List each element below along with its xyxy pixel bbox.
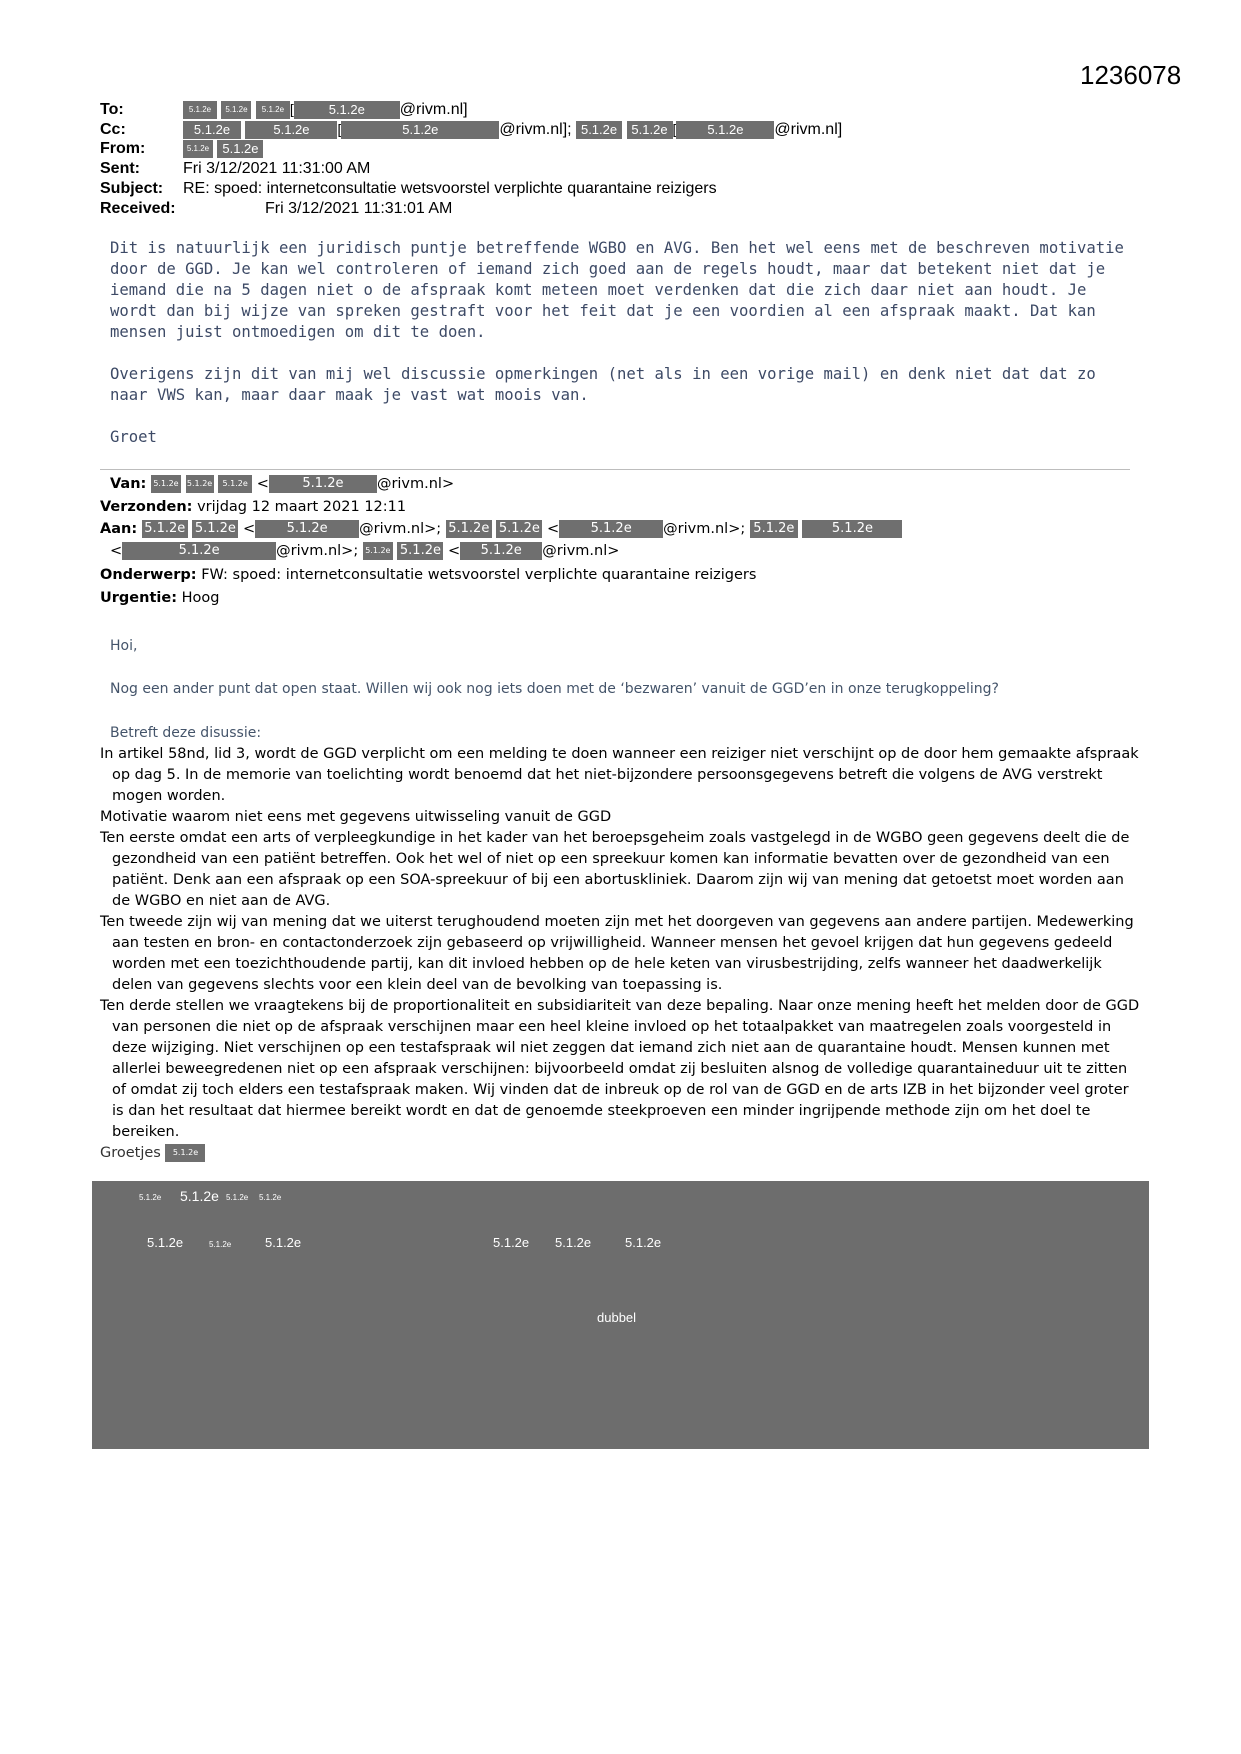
- aan-suffix: @rivm.nl>;: [359, 521, 442, 537]
- message-greeting: Hoi,: [110, 638, 138, 654]
- van-suffix: @rivm.nl>: [376, 476, 455, 492]
- verzonden-label: Verzonden:: [100, 499, 193, 515]
- redaction: 5.1.2e: [183, 121, 241, 139]
- verzonden-value: vrijdag 12 maart 2021 12:11: [197, 499, 407, 515]
- redaction: 5.1.2e: [446, 520, 492, 538]
- point-paragraph: Ten derde stellen we vraagtekens bij de proportionaliteit en subsidiariteit van deze bepaling. Naar onze mening heeft het melden door de GGD van personen die niet op de afspraak verschijnen maar een heel kleine invloed op het totaalpakket van maatregelen zoals voorgesteld in deze wijziging. Niet verschijnen op een testafspraak wil niet zeggen dat iemand zich niet aan de quarantaine houdt. Mensen kunnen met allerlei beweegredenen niet op een afspraak verschijnen: bijvoorbeeld omdat zij besluiten alsnog de volledige quarantaineduur uit te zitten of omdat zij toch elders een testafspraak maken. Wij vinden dat de inbreuk op de rol van de GGD en de arts IZB in het bijzonder veel groter is dan het resultaat dat hiermee bereikt wordt en dat de genoemde steekproeven een minder ingrijpende methode zijn om het doel te bereiken.: [100, 998, 1140, 1140]
- aan-suffix: @rivm.nl>;: [276, 543, 359, 559]
- redaction: 5.1.2e: [559, 520, 663, 538]
- sent-value: Fri 3/12/2021 11:31:00 AM: [183, 160, 371, 177]
- redaction: 5.1.2e: [750, 520, 798, 538]
- redaction: 5.1.2e: [294, 101, 400, 119]
- header-sent: [100, 159, 370, 179]
- urgentie-label: Urgentie:: [100, 590, 177, 606]
- header-from: [100, 139, 263, 159]
- redaction: 5.1.2e: [397, 542, 443, 560]
- divider: [100, 469, 1130, 470]
- reply-paragraph: Dit is natuurlijk een juridisch puntje betreffende WGBO en AVG. Ben het wel eens met de beschreven motivatie door de GGD. Je kan wel controleren of iemand zich goed aan de regels houdt, maar dat betekent niet dat je iemand die na 5 dagen niet o de afspraak komt meteen moet verdenken dat die zich daar niet aan houdt. Je wordt dan bij wijze van spreken gestraft voor het feit dat je een voordien al een afspraak maakt. Dat kan mensen juist ontmoedigen om dit te doen.: [110, 239, 1124, 341]
- closing-text: Groetjes: [100, 1145, 161, 1161]
- document-number: 1236078: [1080, 60, 1182, 90]
- redaction: 5.1.2e: [802, 520, 902, 538]
- redaction: 5.1.2e: [255, 520, 359, 538]
- redaction: 5.1.2e: [183, 101, 217, 119]
- reply-body: [110, 238, 1130, 448]
- redaction: 5.1.2e: [217, 140, 263, 158]
- point-paragraph: Ten eerste omdat een arts of verpleegkundige in het kader van het beroepsgeheim zoals vastgelegd in de WGBO geen gegevens deelt die de gezondheid van een patiënt betreffen. Ook het wel of niet op een spreekuur komen kan informatie bevatten over de gezondheid van een patiënt. Denk aan een afspraak op een SOA-spreekuur of bij een abortuskliniek. Daarom zijn wij van mening dat getoetst moet worden aan de WGBO en niet aan de AVG.: [100, 830, 1130, 909]
- signature-label: dubbel: [597, 1310, 637, 1325]
- redaction: 5.1.2e: [265, 1235, 302, 1250]
- header-subject: [100, 179, 717, 199]
- to-label: To:: [100, 101, 124, 118]
- redaction: 5.1.2e: [226, 1193, 249, 1202]
- forward-urgentie: [100, 588, 219, 609]
- reply-paragraph: Overigens zijn dit van mij wel discussie opmerkingen (net als in een vorige mail) en denk niet dat dat zo naar VWS kan, maar daar maak je vast wat moois van.: [110, 365, 1096, 404]
- forward-onderwerp: [100, 565, 756, 586]
- urgentie-value: Hoog: [181, 590, 220, 606]
- redaction: 5.1.2e: [245, 121, 337, 139]
- redaction: 5.1.2e: [269, 475, 377, 493]
- redaction: 5.1.2e: [139, 1193, 162, 1202]
- redaction: 5.1.2e: [493, 1235, 530, 1250]
- redaction: 5.1.2e: [122, 542, 276, 560]
- van-label: Van:: [110, 476, 147, 492]
- redaction: 5.1.2e: [183, 140, 213, 158]
- forward-aan: Aan: 5.1.2e 5.1.2e < 5.1.2e @rivm.nl>; 5.1.2e 5.1.2e < 5.1.2e @rivm.nl>; 5.1.2e 5.1.2e: [100, 519, 902, 540]
- redaction: 5.1.2e: [576, 121, 622, 139]
- to-email-suffix: @rivm.nl]: [399, 101, 468, 118]
- redaction: 5.1.2e: [496, 520, 542, 538]
- topic-label: Betreft deze disussie:: [110, 725, 262, 741]
- redaction: 5.1.2e: [625, 1235, 662, 1250]
- redaction: 5.1.2e: [151, 475, 181, 493]
- redaction: 5.1.2e: [142, 520, 188, 538]
- onderwerp-label: Onderwerp:: [100, 567, 197, 583]
- subject-value: RE: spoed: internetconsultatie wetsvoorstel verplichte quarantaine reizigers: [183, 180, 717, 197]
- point-paragraph: Ten tweede zijn wij van mening dat we uiterst terughoudend moeten zijn met het doorgeven van gegevens aan andere partijen. Medewerking aan testen en bron- en contactonderzoek zijn gebaseerd op vrijwilligheid. Wanneer mensen het gevoel krijgen dat hun gegevens gedeeld worden met een toezichthoudende partij, kan dit invloed hebben op de hele keten van virusbestrijding, zelfs wanneer het daadwerkelijk delen van gegevens slechts voor een klein deel van de bevolking van toepassing is.: [100, 914, 1134, 993]
- from-label: From:: [100, 140, 146, 157]
- header-cc: Cc: 5.1.2e 5.1.2e [ 5.1.2e @rivm.nl]; 5.1.2e 5.1.2e [ 5.1.2e @rivm.nl]: [100, 121, 843, 138]
- redaction: 5.1.2e: [460, 542, 542, 560]
- redacted-signature-block: [92, 1181, 1149, 1449]
- redaction: 5.1.2e: [209, 1240, 232, 1249]
- sent-label: Sent:: [100, 160, 140, 177]
- cc-email-suffix-2: @rivm.nl]: [774, 121, 843, 138]
- redaction: 5.1.2e: [259, 1193, 282, 1202]
- aan-suffix: @rivm.nl>;: [663, 521, 746, 537]
- subject-label: Subject:: [100, 180, 164, 197]
- redaction: 5.1.2e: [627, 121, 673, 139]
- redaction: 5.1.2e: [341, 121, 499, 139]
- message-intro: Nog een ander punt dat open staat. Willen wij ook nog iets doen met de ‘bezwaren’ vanuit de GGD’en in onze terugkoppeling?: [110, 681, 999, 697]
- forward-verzonden: [100, 497, 406, 518]
- redaction: 5.1.2e: [363, 542, 393, 560]
- cc-label: Cc:: [100, 121, 126, 138]
- reply-closing: Groet: [110, 428, 157, 446]
- redaction: 5.1.2e: [221, 101, 251, 119]
- redaction: 5.1.2e: [256, 101, 290, 119]
- redaction: 5.1.2e: [186, 475, 214, 493]
- message-body: [100, 744, 1140, 1143]
- article-paragraph: In artikel 58nd, lid 3, wordt de GGD verplicht om een melding te doen wanneer een reiziger niet verschijnt op de door hem gemaakte afspraak op dag 5. In de memorie van toelichting wordt benoemd dat het niet-bijzondere persoonsgegevens betreft die volgens de AVG verstrekt mogen worden.: [100, 746, 1139, 804]
- motivation-heading: Motivatie waarom niet eens met gegevens uitwisseling vanuit de GGD: [100, 809, 612, 825]
- onderwerp-value: FW: spoed: internetconsultatie wetsvoorstel verplichte quarantaine reizigers: [201, 567, 757, 583]
- cc-email-suffix-1: @rivm.nl];: [499, 121, 572, 138]
- received-label: Received:: [100, 200, 176, 217]
- header-received: [100, 199, 452, 219]
- redaction: 5.1.2e: [218, 475, 252, 493]
- header-to: To: 5.1.2e 5.1.2e 5.1.2e [ 5.1.2e @rivm.nl]: [100, 101, 468, 118]
- received-value: Fri 3/12/2021 11:31:01 AM: [265, 200, 453, 217]
- redaction: 5.1.2e: [147, 1235, 184, 1250]
- redaction: 5.1.2e: [180, 1188, 219, 1204]
- redaction: 5.1.2e: [165, 1144, 205, 1162]
- redaction: 5.1.2e: [192, 520, 238, 538]
- message-closing: [100, 1143, 205, 1164]
- forward-van: Van: 5.1.2e 5.1.2e 5.1.2e < 5.1.2e @rivm.nl>: [110, 476, 455, 492]
- aan-suffix: @rivm.nl>: [542, 543, 620, 559]
- forward-aan-cont: < 5.1.2e @rivm.nl>; 5.1.2e 5.1.2e < 5.1.2e @rivm.nl>: [110, 543, 620, 559]
- aan-label: Aan:: [100, 521, 138, 537]
- redaction: 5.1.2e: [555, 1235, 592, 1250]
- redaction: 5.1.2e: [676, 121, 774, 139]
